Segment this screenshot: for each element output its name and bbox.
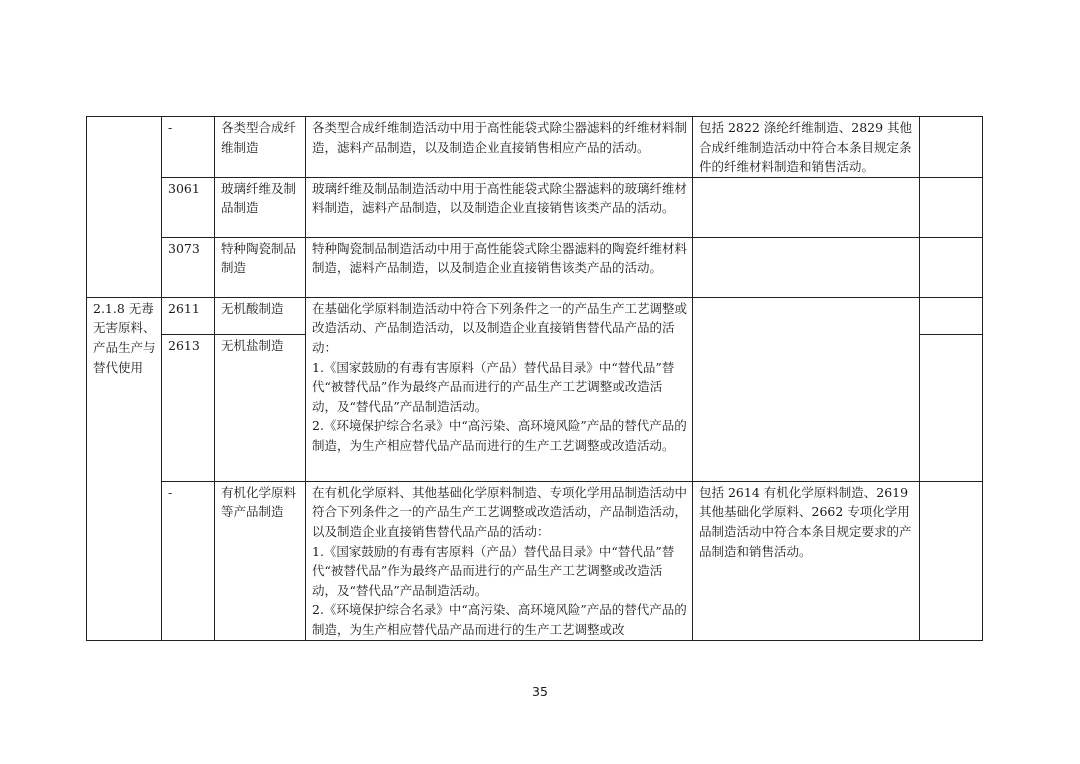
code-cell: - bbox=[162, 117, 215, 178]
code-cell: 2613 bbox=[162, 334, 215, 481]
extra-cell bbox=[920, 177, 983, 237]
name-cell: 特种陶瓷制品制造 bbox=[215, 237, 306, 297]
note-cell: 包括 2822 涤纶纤维制造、2829 其他合成纤维制造活动中符合本条目规定条件的纤维材料制造和销售活动。 bbox=[693, 117, 920, 178]
category-cell-empty bbox=[87, 117, 162, 298]
table-row bbox=[87, 177, 983, 237]
description-cell: 在基础化学原料制造活动中符合下列条件之一的产品生产工艺调整或改造活动、产品制造活动，以及制造企业直接销售替代品产品的活动： 1.《国家鼓励的有毒有害原料（产品）替代品目录》中“替代品”替代“被替代品”作为最终产品而进行的产品生产工艺调整或改造活动，及“替代品”产品制造活动。 2.《环境保护综合名录》中“高污染、高环境风险”产品的替代产品的制造，为生产相应替代品产品而进行的生产工艺调整或改造活动。 bbox=[306, 297, 693, 481]
extra-cell bbox=[920, 481, 983, 640]
table-row bbox=[87, 481, 983, 640]
page-number: 35 bbox=[532, 684, 548, 699]
code-cell: 3073 bbox=[162, 237, 215, 297]
description-cell: 各类型合成纤维制造活动中用于高性能袋式除尘器滤料的纤维材料制造，滤料产品制造，以及制造企业直接销售相应产品的活动。 bbox=[306, 117, 693, 178]
category-cell: 2.1.8 无毒无害原料、产品生产与替代使用 bbox=[87, 297, 162, 640]
classification-table bbox=[86, 116, 983, 641]
code-cell: 3061 bbox=[162, 177, 215, 237]
note-cell bbox=[693, 237, 920, 297]
description-cell: 在有机化学原料、其他基础化学原料制造、专项化学用品制造活动中符合下列条件之一的产品生产工艺调整或改造活动，产品制造活动，以及制造企业直接销售替代品产品的活动： 1.《国家鼓励的有毒有害原料（产品）替代品目录》中“替代品”替代“被替代品”作为最终产品而进行的产品生产工艺调整或改造活动，及“替代品”产品制造活动。 2.《环境保护综合名录》中“高污染、高环境风险”产品的替代产品的制造，为生产相应替代品产品而进行的生产工艺调整或改 bbox=[306, 481, 693, 640]
extra-cell bbox=[920, 334, 983, 481]
table-row bbox=[87, 117, 983, 178]
extra-cell bbox=[920, 297, 983, 334]
extra-cell bbox=[920, 117, 983, 178]
name-cell: 无机酸制造 bbox=[215, 297, 306, 334]
description-cell: 玻璃纤维及制品制造活动中用于高性能袋式除尘器滤料的玻璃纤维材料制造，滤料产品制造，以及制造企业直接销售该类产品的活动。 bbox=[306, 177, 693, 237]
name-cell: 有机化学原料等产品制造 bbox=[215, 481, 306, 640]
note-cell bbox=[693, 177, 920, 237]
extra-cell bbox=[920, 237, 983, 297]
name-cell: 各类型合成纤维制造 bbox=[215, 117, 306, 178]
note-cell: 包括 2614 有机化学原料制造、2619 其他基础化学原料、2662 专项化学用品制造活动中符合本条目规定要求的产品制造和销售活动。 bbox=[693, 481, 920, 640]
name-cell: 玻璃纤维及制品制造 bbox=[215, 177, 306, 237]
note-cell bbox=[693, 297, 920, 481]
code-cell: - bbox=[162, 481, 215, 640]
name-cell: 无机盐制造 bbox=[215, 334, 306, 481]
code-cell: 2611 bbox=[162, 297, 215, 334]
description-cell: 特种陶瓷制品制造活动中用于高性能袋式除尘器滤料的陶瓷纤维材料制造，滤料产品制造，以及制造企业直接销售该类产品的活动。 bbox=[306, 237, 693, 297]
table-row bbox=[87, 237, 983, 297]
table-row bbox=[87, 297, 983, 334]
